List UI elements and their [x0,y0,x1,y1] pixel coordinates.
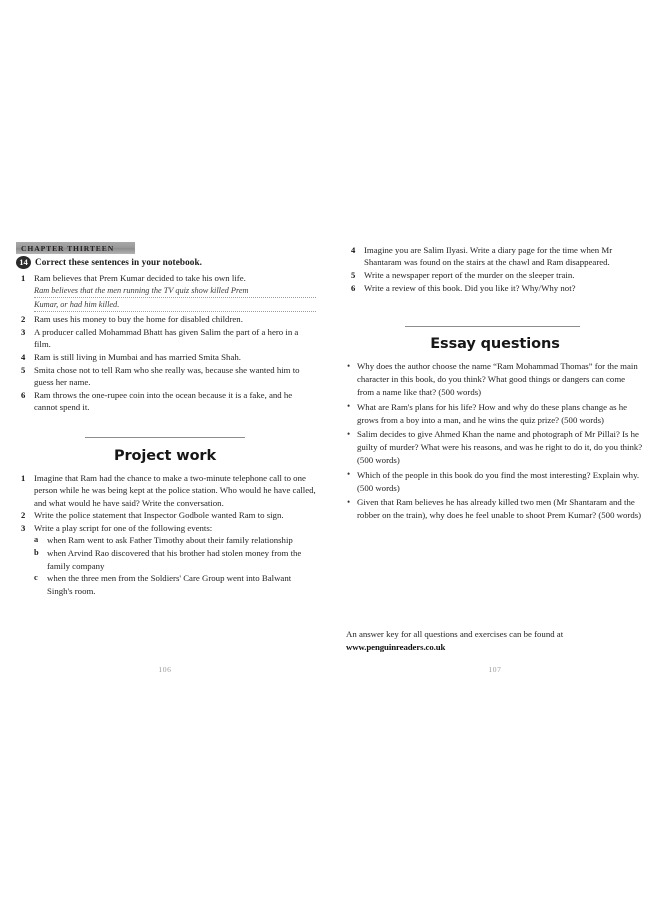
list-item [16,364,316,389]
item-number: 4 [351,245,356,255]
item-text: What are Ram's plans for his life? How and why do these plans change as he grows from a boy into a man, and he wins the quiz prize? (500 words) [357,401,628,425]
list-item [16,509,316,521]
item-text: Which of the people in this book do you find the most interesting? Explain why. (500 words) [357,469,640,493]
project-sub-list [34,534,316,596]
bullet-icon: • [347,428,351,439]
item-text: Salim decides to give Ahmed Khan the name and photograph of Mr Pillai? Is he guilty of murder? What were his reasons, and was he right to do it, do you think? (500 words) [357,429,643,466]
item-text: Imagine that Ram had the chance to make a two-minute telephone call to one person while he was being kept at the police station. Who would he have called, and what would he have said? Write the conversation. [34,473,316,508]
item-text: Imagine you are Salim Ilyasi. Write a diary page for the time when Mr Shantaram was found on the stairs at the chawl and Ram disappeared. [364,245,613,268]
answer-key-note: An answer key for all questions and exercises can be found at [346,629,564,639]
section-divider-rule [85,437,245,438]
answer-lines [34,285,316,312]
item-number: 3 [21,327,26,338]
list-item [344,428,644,468]
item-number: 2 [21,510,26,521]
item-text: Why does the author choose the name “Ram Mohammad Thomas” for the main character in this book, do you think? What good things or dangers can come from a name like that? (500 words) [357,361,638,398]
list-item [16,313,316,325]
item-text: Write a play script for one of the following events: [34,523,213,534]
item-text: Smita chose not to tell Ram who she really was, because she wanted him to guess her name. [34,365,300,388]
bullet-icon: • [347,496,351,507]
list-item [16,272,316,312]
sub-item-letter: a [34,535,39,545]
exercise-item-list [16,272,316,414]
list-item [346,244,646,269]
list-item [16,351,316,363]
answer-line: Kumar, or had him killed. [34,299,316,312]
section-divider-rule [405,326,580,327]
item-number: 5 [21,365,26,376]
answer-line: Ram believes that the men running the TV quiz show killed Prem [34,285,316,298]
item-text: Write a review of this book. Did you like it? Why/Why not? [364,282,576,293]
essay-questions-list [344,360,644,523]
closing-note-block [346,628,646,653]
bullet-icon: • [347,401,351,412]
list-item [344,469,644,495]
item-number: 6 [21,390,26,401]
list-item [16,522,316,597]
exercise-heading-row [16,256,316,269]
sub-item-text: when the three men from the Soldiers' Care Group went into Balwant Singh's room. [47,573,292,596]
item-text: Ram believes that Prem Kumar decided to take his own life. [34,273,246,283]
right-page [330,0,660,900]
sub-item-text: when Arvind Rao discovered that his brother had stolen money from the family company [47,548,302,571]
chapter-banner [16,242,135,254]
list-item [344,496,644,522]
list-item [344,360,644,400]
sub-item-letter: b [34,548,39,558]
project-work-list [16,472,316,597]
sub-item-letter: c [34,573,38,583]
page-number-left: 106 [158,665,172,674]
item-text: Ram is still living in Mumbai and has married Smita Shah. [34,352,241,363]
item-number: 4 [21,352,26,363]
item-text: Ram uses his money to buy the home for disabled children. [34,314,243,325]
bullet-icon: • [347,360,351,371]
item-text: Given that Ram believes he has already killed two men (Mr Shantaram and the robber on the train), why does he feel unable to shoot Prem Kumar? (500 words) [357,497,642,521]
page-number-right: 107 [488,665,502,674]
exercise-heading-text: Correct these sentences in your notebook. [35,257,203,267]
publisher-url[interactable]: www.penguinreaders.co.uk [346,641,446,652]
item-number: 6 [351,282,356,293]
list-item [16,472,316,509]
item-number: 1 [21,473,26,483]
chapter-banner-label: CHAPTER THIRTEEN [21,243,115,253]
list-item [346,269,646,281]
sub-item-text: when Ram went to ask Father Timothy about their family relationship [47,535,293,546]
project-work-continued-list [346,244,646,295]
list-item [34,534,316,546]
list-item [34,572,316,597]
item-number: 5 [351,270,356,281]
item-text: A producer called Mohammad Bhatt has given Salim the part of a hero in a film. [34,327,299,350]
item-text: Write a newspaper report of the murder on the sleeper train. [364,270,575,281]
item-text: Ram throws the one-rupee coin into the ocean because it is a fake, and he cannot spend it. [34,390,293,413]
item-text: Write the police statement that Inspector Godbole wanted Ram to sign. [34,510,284,521]
list-item [16,326,316,351]
project-work-heading: Project work [113,448,217,464]
item-number: 2 [21,314,26,325]
item-number: 3 [21,523,26,534]
list-item [346,282,646,294]
essay-questions-heading: Essay questions [430,336,560,352]
item-number: 1 [21,273,26,283]
list-item [34,547,316,572]
bullet-icon: • [347,469,351,480]
list-item [16,389,316,414]
list-item [344,401,644,427]
exercise-number-marker: 14 [16,256,31,269]
